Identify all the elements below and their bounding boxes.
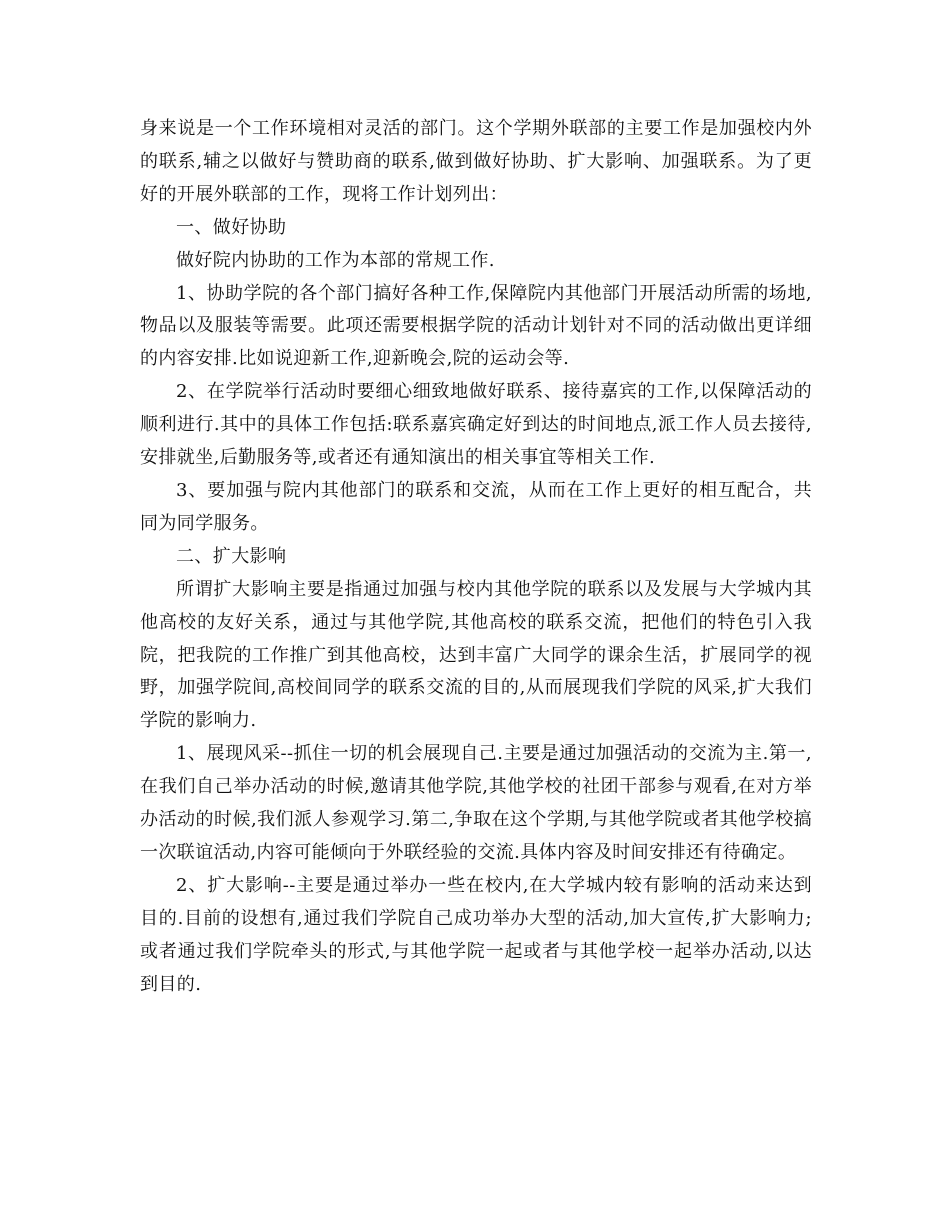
paragraph-intro: 身来说是一个工作环境相对灵活的部门。这个学期外联部的主要工作是加强校内外的联系,辅之以做好与赞助商的联系,做到做好协助、扩大影响、加强联系。为了更好的开展外联部的工作，现将工作计划列出： [140, 118, 812, 205]
paragraph-item-2-1: 1、展现风采--抓住一切的机会展现自己.主要是通过加强活动的交流为主.第一,在我们自己举办活动的时候,邀请其他学院,其他学校的社团干部参与观看,在对方举办活动的时候,我们派人参观学习.第二,争取在这个学期,与其他学院或者其他学校搞一次联谊活动,内容可能倾向于外联经验的交流.具体内容及时间安排还有待确定。 [140, 743, 812, 863]
paragraph-item-1-3: 3、要加强与院内其他部门的联系和交流，从而在工作上更好的相互配合，共同为同学服务。 [140, 479, 812, 534]
paragraph-section-1-summary: 做好院内协助的工作为本部的常规工作. [176, 249, 495, 271]
document-body [140, 113, 812, 1001]
paragraph-item-1-1: 1、协助学院的各个部门搞好各种工作,保障院内其他部门开展活动所需的场地,物品以及服装等需要。此项还需要根据学院的活动计划针对不同的活动做出更详细的内容安排.比如说迎新工作,迎新晚会,院的运动会等. [140, 282, 812, 370]
heading-section-1: 一、做好协助 [176, 216, 287, 238]
paragraph-item-2-2: 2、扩大影响--主要是通过举办一些在校内,在大学城内较有影响的活动来达到目的.目前的设想有,通过我们学院自己成功举办大型的活动,加大宣传,扩大影响力;或者通过我们学院牵头的形式,与其他学院一起或者与其他学校一起举办活动,以达到目的. [140, 874, 812, 995]
paragraph-item-1-2: 2、在学院举行活动时要细心细致地做好联系、接待嘉宾的工作,以保障活动的顺利进行.其中的具体工作包括:联系嘉宾确定好到达的时间地点,派工作人员去接待,安排就坐,后勤服务等,或者还有通知演出的相关事宜等相关工作. [140, 381, 812, 469]
heading-section-2: 二、扩大影响 [176, 545, 287, 567]
paragraph-section-2-summary: 所谓扩大影响主要是指通过加强与校内其他学院的联系以及发展与大学城内其他高校的友好关系，通过与其他学院,其他高校的联系交流，把他们的特色引入我院，把我院的工作推广到其他高校，达到丰富广大同学的课余生活，扩展同学的视野，加强学院间,高校间同学的联系交流的目的,从而展现我们学院的风采,扩大我们学院的影响力. [140, 578, 812, 732]
